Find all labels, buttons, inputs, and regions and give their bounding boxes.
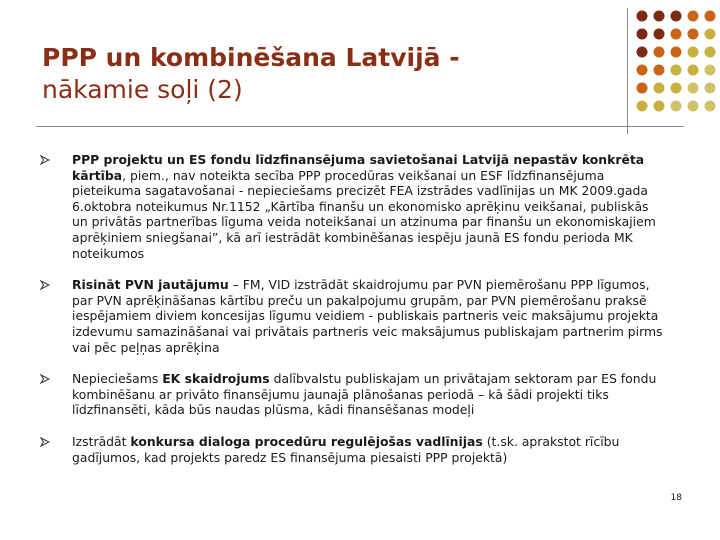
- dot-row-5: [637, 83, 716, 94]
- bullet-text: Izstrādāt konkursa dialoga procedūru regulējošas vadlīnijas (t.sk. aprakstot rīcību gadījumos, kad projekts paredz ES finansējuma piesaisti PPP projektā): [72, 433, 620, 465]
- slide-title-line-1: PPP un kombinēšana Latvijā -: [42, 43, 460, 72]
- bullet-list: [40, 152, 668, 481]
- bullet-text: Risināt PVN jautājumu – FM, VID izstrādāt skaidrojumu par PVN piemērošanu PPP līgumos, par PVN aprēķināšanas kārtību preču un pakalpojumu grupām, par PVN piemērošanu praksē iespējamiem diviem koncesijas līgumu veidiem - publiskais partneris veic maksājumu projekta izdevumu samazināšanai vai privātais partneris veic maksājumus publiskajam partnerim pirms vai pēc peļņas aprēķina: [72, 277, 663, 355]
- dot: [637, 101, 648, 112]
- title-divider-vertical: [627, 8, 628, 134]
- dot-row-3: [637, 47, 716, 58]
- dot: [637, 65, 648, 76]
- dot: [654, 83, 665, 94]
- dot: [688, 47, 699, 58]
- dot: [688, 65, 699, 76]
- dot: [654, 65, 665, 76]
- dot: [637, 11, 648, 22]
- dot: [705, 65, 716, 76]
- dot: [705, 11, 716, 22]
- dot-row-6: [637, 101, 716, 112]
- dot: [688, 11, 699, 22]
- dot: [671, 101, 682, 112]
- arrowhead-bullet-icon: [40, 155, 50, 165]
- dot: [705, 29, 716, 40]
- dot: [637, 47, 648, 58]
- dot: [705, 83, 716, 94]
- dot: [654, 101, 665, 112]
- dot-row-4: [637, 65, 716, 76]
- title-divider-horizontal: [36, 126, 684, 127]
- dot: [637, 83, 648, 94]
- bullet-item-1: [40, 152, 668, 261]
- dot: [705, 101, 716, 112]
- dot: [637, 29, 648, 40]
- dot: [654, 11, 665, 22]
- bullet-text: PPP projektu un ES fondu līdzfinansējuma savietošanai Latvijā nepastāv konkrēta kārtība, piem., nav noteikta secība PPP procedūras veikšanai un ESF līdzfinansējuma pieteikuma sagatavošanai - nepieciešams precizēt FEA izstrādes vadlīnijas un MK 2009.gada 6.oktobra noteikumus Nr.1152 „Kārtība finanšu un ekonomisko aprēķinu veikšanai, publiskās un privātās partnerības līguma veida noteikšanai un atzinuma par finanšu un ekonomiskajiem aprēķiniem sniegšanai”, kā arī iestrādāt kombinēšanas iespēju jaunā ES fondu perioda MK noteikumos: [72, 152, 656, 261]
- dot: [654, 29, 665, 40]
- dot: [671, 11, 682, 22]
- bullet-item-2: [40, 277, 668, 355]
- slide-title: [42, 42, 582, 106]
- dot: [671, 83, 682, 94]
- bullet-text: Nepieciešams EK skaidrojums dalībvalstu publiskajam un privātajam sektoram par ES fondu kombinēšanu ar privāto finansējumu jaunajā plānošanas periodā – kā šādi projekti tiks līdzfinansēti, kāda būs naudas plūsma, kādi finansēšanas modeļi: [72, 371, 657, 418]
- bullet-item-4: [40, 434, 668, 465]
- dot-grid-decoration: [634, 8, 718, 112]
- arrowhead-bullet-icon: [40, 374, 50, 384]
- arrowhead-bullet-icon: [40, 280, 50, 290]
- dot: [688, 29, 699, 40]
- page-number: 18: [670, 493, 682, 503]
- dot: [705, 47, 716, 58]
- slide-title-line-2: nākamie soļi (2): [42, 75, 243, 104]
- dot: [688, 101, 699, 112]
- dot: [671, 65, 682, 76]
- arrowhead-bullet-icon: [40, 437, 50, 447]
- dot-row-1: [637, 11, 716, 22]
- dot: [671, 29, 682, 40]
- dot-row-2: [637, 29, 716, 40]
- dot: [654, 47, 665, 58]
- bullet-item-3: [40, 371, 668, 418]
- dot: [671, 47, 682, 58]
- dot: [688, 83, 699, 94]
